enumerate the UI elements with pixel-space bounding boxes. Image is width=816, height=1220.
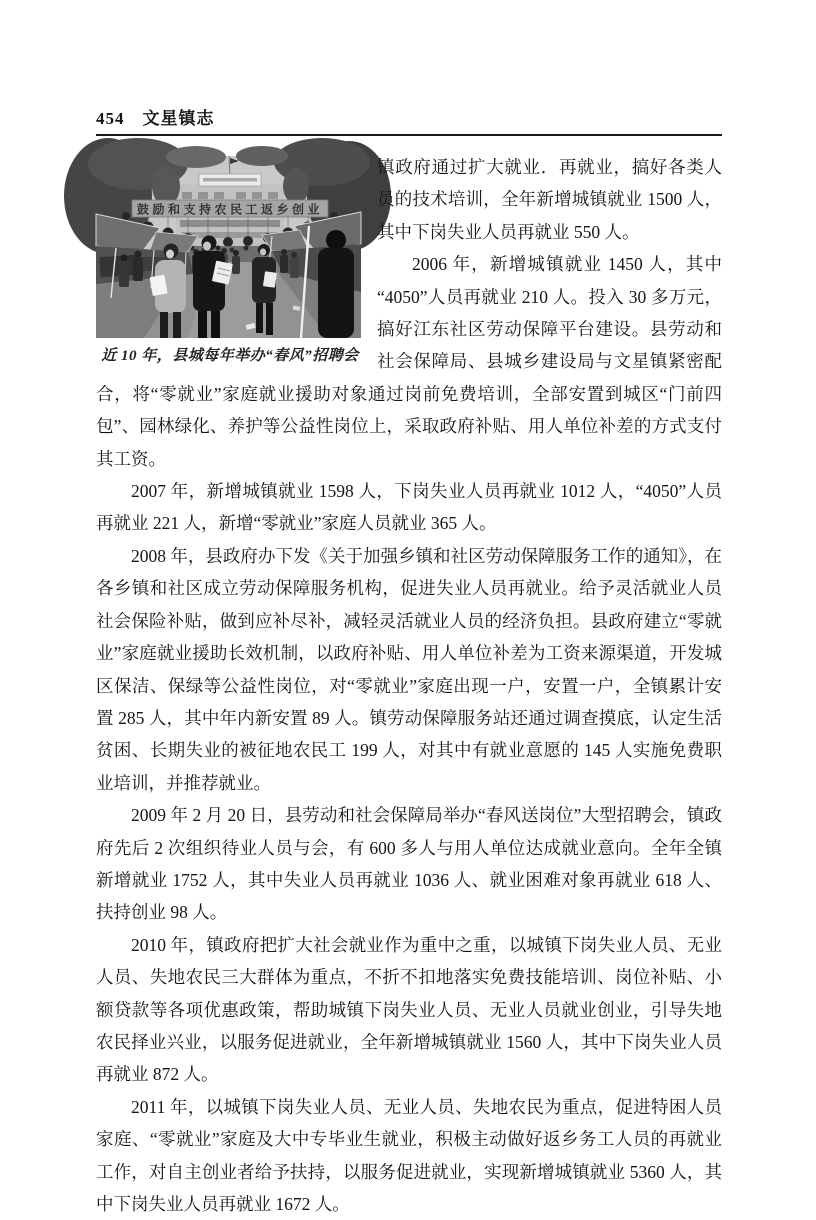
body-paragraph: 2006 年，新增城镇就业 1450 人，其中“4050”人员再就业 210 人。投入 30 多万元，搞好江东社区劳动保障平台建设。县劳动和社会保障局、县城乡建设局与文星镇紧密配合，将“零就业”家庭就业援助对象通过岗前免费培训，全部安置到城区“门前四包”、园林绿化、养护等公益性岗位上，采取政府补贴、用人单位补差的方式支付其工资。 — [96, 254, 722, 469]
book-title: 文星镇志 — [142, 109, 215, 128]
running-head — [96, 0, 722, 129]
header-rule — [96, 134, 722, 136]
photo-caption: 近 10 年，县城每年举办“春风”招聘会 — [101, 348, 359, 364]
banner — [132, 200, 328, 217]
body-paragraph: 2009 年 2 月 20 日，县劳动和社会保障局举办“春风送岗位”大型招聘会，镇政府先后 2 次组织待业人员与会，有 600 多人与用人单位达成就业意向。全年全镇新增就业 1752 人，其中失业人员再就业 1036 人、就业困难对象再就业 618 人、扶持创业 98 人。 — [96, 805, 722, 923]
banner-text: 鼓励和支持农民工返乡创业 — [136, 202, 324, 217]
body-paragraph: 2010 年，镇政府把扩大社会就业作为重中之重，以城镇下岗失业人员、无业人员、失地农民三大群体为重点，不折不扣地落实免费技能培训、岗位补贴、小额贷款等各项优惠政策，帮助城镇下岗失业人员、无业人员就业创业，引导失地农民择业兴业，以服务促进就业，全年新增城镇就业 1560 人，其中下岗失业人员再就业 872 人。 — [96, 934, 722, 1085]
page-number: 454 — [96, 109, 125, 128]
body-paragraph: 2011 年，以城镇下岗失业人员、无业人员、失地农民为重点，促进特困人员家庭、“零就业”家庭及大中专毕业生就业，积极主动做好返乡务工人员的再就业工作，对自主创业者给予扶持，以服务促进就业，实现新增城镇就业 5360 人，其中下岗失业人员再就业 1672 人。 — [96, 1096, 722, 1214]
body-paragraph: 2007 年，新增城镇就业 1598 人，下岗失业人员再就业 1012 人，“4050”人员再就业 221 人，新增“零就业”家庭人员就业 365 人。 — [96, 481, 722, 534]
body-paragraph: 镇政府通过扩大就业．再就业，搞好各类人员的技术培训，全年新增城镇就业 1500 人，其中下岗失业人员再就业 550 人。 — [377, 157, 722, 242]
page-body — [96, 151, 722, 1220]
job-fair-photo — [96, 156, 361, 338]
body-paragraph: 2008 年，县政府办下发《关于加强乡镇和社区劳动保障服务工作的通知》，在各乡镇和社区成立劳动保障服务机构，促进失业人员再就业。给予灵活就业人员社会保险补贴，做到应补尽补，减轻灵活就业人员的经济负担。县政府建立“零就业”家庭就业援助长效机制，以政府补贴、用人单位补差为工资来源渠道，开发城区保洁、保绿等公益性岗位，对“零就业”家庭出现一户，安置一户，全镇累计安置 285 人，其中年内新安置 89 人。镇劳动保障服务站还通过调查摸底，认定生活贫困、长期失业的被征地农民工 199 人，对其中有就业意愿的 145 人实施免费职业培训，并推荐就业。 — [96, 545, 722, 793]
photo-figure — [96, 156, 364, 366]
